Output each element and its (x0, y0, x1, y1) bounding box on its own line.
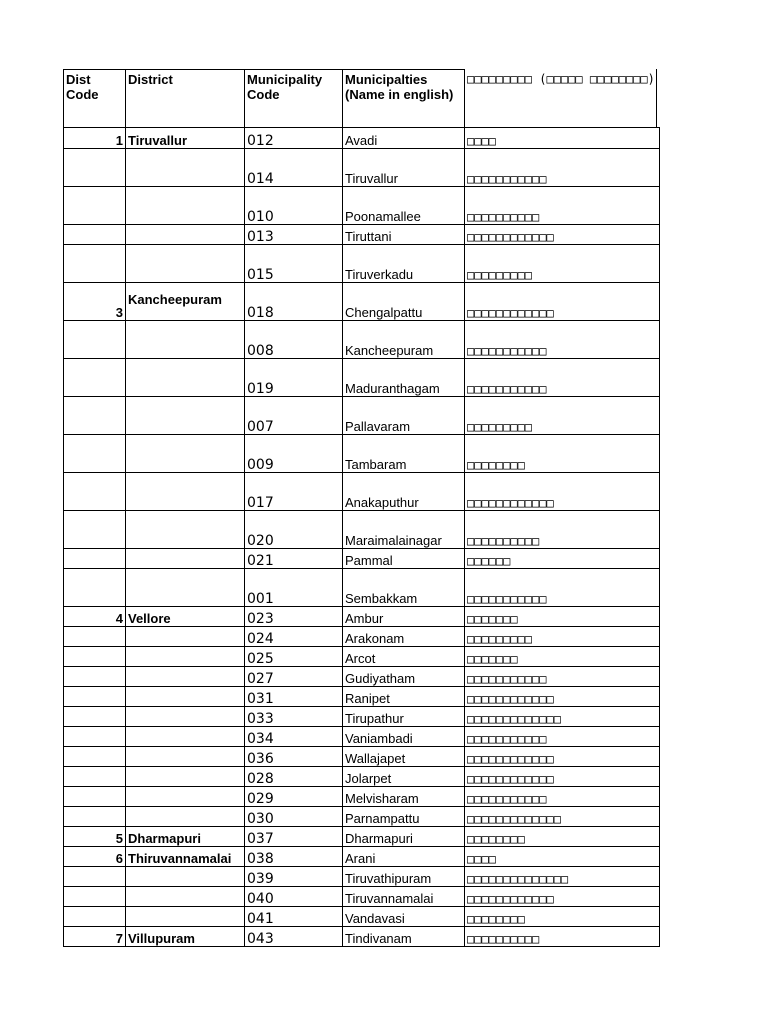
district-cell: Dharmapuri (126, 827, 245, 847)
district-cell (126, 867, 245, 887)
table-row (64, 473, 660, 511)
table-row (64, 927, 660, 947)
municipality-name-cell: Kancheepuram (343, 321, 465, 359)
tamil-name-cell: □□□□□□□□□□ (465, 511, 660, 549)
municipality-code-cell: 039 (245, 867, 343, 887)
municipality-code-cell: 037 (245, 827, 343, 847)
district-cell (126, 569, 245, 607)
table-row (64, 511, 660, 549)
table-row (64, 787, 660, 807)
municipality-code-cell: 010 (245, 187, 343, 225)
header-row (64, 70, 660, 128)
table-row (64, 707, 660, 727)
dist-code-cell (64, 807, 126, 827)
district-cell (126, 647, 245, 667)
municipality-name-cell: Parnampattu (343, 807, 465, 827)
district-cell (126, 511, 245, 549)
municipality-code-cell: 012 (245, 128, 343, 149)
municipality-name-cell: Ambur (343, 607, 465, 627)
district-cell (126, 627, 245, 647)
municipality-code-cell: 041 (245, 907, 343, 927)
district-cell (126, 807, 245, 827)
municipality-name-cell: Vaniambadi (343, 727, 465, 747)
municipality-name-cell: Arani (343, 847, 465, 867)
municipality-name-cell: Tiruvallur (343, 149, 465, 187)
district-cell: Tiruvallur (126, 128, 245, 149)
district-cell (126, 707, 245, 727)
table-row (64, 627, 660, 647)
table-row (64, 687, 660, 707)
tamil-name-cell: □□□□□□□□□ (465, 397, 660, 435)
tamil-name-cell: □□□□□□□□□□□ (465, 149, 660, 187)
tamil-name-cell: □□□□□□□□□□□□ (465, 747, 660, 767)
municipality-code-cell: 019 (245, 359, 343, 397)
district-cell (126, 887, 245, 907)
district-cell (126, 359, 245, 397)
municipality-table (63, 69, 660, 947)
dist-code-cell (64, 727, 126, 747)
municipality-name-cell: Pallavaram (343, 397, 465, 435)
tamil-name-cell: □□□□ (465, 847, 660, 867)
dist-code-cell (64, 473, 126, 511)
municipality-code-cell: 030 (245, 807, 343, 827)
dist-code-cell (64, 787, 126, 807)
tamil-name-cell: □□□□□□□□ (465, 435, 660, 473)
tamil-name-cell: □□□□□□□□□□□ (465, 359, 660, 397)
tamil-name-cell: □□□□ (465, 128, 660, 149)
table-row (64, 887, 660, 907)
dist-code-cell: 7 (64, 927, 126, 947)
dist-code-cell (64, 187, 126, 225)
district-cell (126, 907, 245, 927)
header-district: District (126, 70, 245, 128)
municipality-code-cell: 013 (245, 225, 343, 245)
table-row (64, 283, 660, 321)
dist-code-cell: 4 (64, 607, 126, 627)
tamil-name-cell: □□□□□□□□□□□ (465, 321, 660, 359)
municipality-name-cell: Chengalpattu (343, 283, 465, 321)
municipality-code-cell: 036 (245, 747, 343, 767)
tamil-name-cell: □□□□□□□□□□□ (465, 727, 660, 747)
municipality-code-cell: 007 (245, 397, 343, 435)
dist-code-cell (64, 667, 126, 687)
tamil-name-cell: □□□□□□□□□□□□□ (465, 807, 660, 827)
table-row (64, 807, 660, 827)
dist-code-cell (64, 867, 126, 887)
municipality-code-cell: 038 (245, 847, 343, 867)
municipality-code-cell: 040 (245, 887, 343, 907)
dist-code-cell: 1 (64, 128, 126, 149)
municipality-name-cell: Arcot (343, 647, 465, 667)
dist-code-cell (64, 321, 126, 359)
municipality-name-cell: Arakonam (343, 627, 465, 647)
district-cell (126, 667, 245, 687)
tamil-name-cell: □□□□□□□□□ (465, 245, 660, 283)
table-row (64, 359, 660, 397)
municipality-name-cell: Tiruvannamalai (343, 887, 465, 907)
district-cell: Villupuram (126, 927, 245, 947)
dist-code-cell (64, 707, 126, 727)
district-cell (126, 225, 245, 245)
tamil-name-cell: □□□□□□□□□□□ (465, 787, 660, 807)
table-row (64, 747, 660, 767)
dist-code-cell (64, 397, 126, 435)
header-tamil: □□□□□□□□□ (□□□□□ □□□□□□□□) (465, 70, 660, 128)
tamil-name-cell: □□□□□□□□□□ (465, 927, 660, 947)
tamil-name-cell: □□□□□□□□□□□□ (465, 473, 660, 511)
municipality-code-cell: 008 (245, 321, 343, 359)
table-row (64, 607, 660, 627)
district-cell (126, 187, 245, 225)
municipality-name-cell: Jolarpet (343, 767, 465, 787)
municipality-name-cell: Pammal (343, 549, 465, 569)
table-row (64, 435, 660, 473)
municipality-name-cell: Poonamallee (343, 187, 465, 225)
municipality-code-cell: 025 (245, 647, 343, 667)
municipality-code-cell: 031 (245, 687, 343, 707)
municipality-name-cell: Tindivanam (343, 927, 465, 947)
tamil-name-cell: □□□□□□□□□□□□ (465, 687, 660, 707)
tamil-name-cell: □□□□□□□□□□□□ (465, 225, 660, 245)
dist-code-cell: 6 (64, 847, 126, 867)
municipality-name-cell: Tiruttani (343, 225, 465, 245)
table-row (64, 827, 660, 847)
table-row (64, 647, 660, 667)
dist-code-cell (64, 887, 126, 907)
municipality-code-cell: 009 (245, 435, 343, 473)
tamil-name-cell: □□□□□□□□□□□□□□ (465, 867, 660, 887)
tamil-name-cell: □□□□□□□□ (465, 827, 660, 847)
municipality-code-cell: 029 (245, 787, 343, 807)
district-cell (126, 549, 245, 569)
municipality-name-cell: Vandavasi (343, 907, 465, 927)
district-cell: Thiruvannamalai (126, 847, 245, 867)
municipality-name-cell: Maraimalainagar (343, 511, 465, 549)
municipality-code-cell: 021 (245, 549, 343, 569)
municipality-name-cell: Tirupathur (343, 707, 465, 727)
tamil-name-cell: □□□□□□□□ (465, 907, 660, 927)
dist-code-cell (64, 225, 126, 245)
municipality-code-cell: 034 (245, 727, 343, 747)
table-row (64, 397, 660, 435)
dist-code-cell (64, 149, 126, 187)
municipality-code-cell: 028 (245, 767, 343, 787)
municipality-name-cell: Avadi (343, 128, 465, 149)
district-cell (126, 397, 245, 435)
table-row (64, 847, 660, 867)
header-municipality-code: Municipality Code (245, 70, 343, 128)
table-row (64, 569, 660, 607)
municipality-code-cell: 024 (245, 627, 343, 647)
tamil-name-cell: □□□□□□□ (465, 607, 660, 627)
tamil-name-cell: □□□□□□ (465, 549, 660, 569)
header-municipalities: Municipalties (Name in english) (343, 70, 465, 128)
municipality-table-sheet (63, 69, 660, 947)
dist-code-cell (64, 549, 126, 569)
district-cell (126, 473, 245, 511)
table-row (64, 225, 660, 245)
district-cell: Vellore (126, 607, 245, 627)
municipality-code-cell: 001 (245, 569, 343, 607)
municipality-name-cell: Anakaputhur (343, 473, 465, 511)
dist-code-cell: 3 (64, 283, 126, 321)
table-row (64, 907, 660, 927)
district-cell (126, 245, 245, 283)
dist-code-cell (64, 907, 126, 927)
dist-code-cell (64, 747, 126, 767)
tamil-name-cell: □□□□□□□□□□□□ (465, 887, 660, 907)
table-row (64, 667, 660, 687)
municipality-name-cell: Dharmapuri (343, 827, 465, 847)
municipality-name-cell: Sembakkam (343, 569, 465, 607)
table-row (64, 187, 660, 225)
dist-code-cell (64, 435, 126, 473)
district-cell (126, 747, 245, 767)
dist-code-cell (64, 569, 126, 607)
district-cell (126, 149, 245, 187)
tamil-name-cell: □□□□□□□□□□ (465, 187, 660, 225)
municipality-code-cell: 018 (245, 283, 343, 321)
dist-code-cell (64, 511, 126, 549)
municipality-name-cell: Tiruvathipuram (343, 867, 465, 887)
municipality-name-cell: Gudiyatham (343, 667, 465, 687)
dist-code-cell: 5 (64, 827, 126, 847)
dist-code-cell (64, 245, 126, 283)
municipality-name-cell: Tiruverkadu (343, 245, 465, 283)
municipality-code-cell: 020 (245, 511, 343, 549)
header-divider-line (656, 69, 657, 128)
table-row (64, 549, 660, 569)
municipality-code-cell: 023 (245, 607, 343, 627)
municipality-code-cell: 015 (245, 245, 343, 283)
dist-code-cell (64, 627, 126, 647)
table-row (64, 867, 660, 887)
tamil-name-cell: □□□□□□□ (465, 647, 660, 667)
municipality-name-cell: Ranipet (343, 687, 465, 707)
table-row (64, 128, 660, 149)
tamil-name-cell: □□□□□□□□□□□ (465, 667, 660, 687)
district-cell (126, 727, 245, 747)
tamil-name-cell: □□□□□□□□□□□□□ (465, 707, 660, 727)
municipality-name-cell: Wallajapet (343, 747, 465, 767)
municipality-name-cell: Maduranthagam (343, 359, 465, 397)
municipality-code-cell: 033 (245, 707, 343, 727)
table-row (64, 727, 660, 747)
district-cell: Kancheepuram (126, 283, 245, 321)
dist-code-cell (64, 767, 126, 787)
district-cell (126, 321, 245, 359)
municipality-code-cell: 017 (245, 473, 343, 511)
table-row (64, 321, 660, 359)
header-dist-code: Dist Code (64, 70, 126, 128)
municipality-name-cell: Tambaram (343, 435, 465, 473)
municipality-code-cell: 043 (245, 927, 343, 947)
tamil-name-cell: □□□□□□□□□□□ (465, 569, 660, 607)
tamil-name-cell: □□□□□□□□□ (465, 627, 660, 647)
tamil-name-cell: □□□□□□□□□□□□ (465, 767, 660, 787)
table-row (64, 245, 660, 283)
table-row (64, 767, 660, 787)
dist-code-cell (64, 687, 126, 707)
dist-code-cell (64, 647, 126, 667)
tamil-name-cell: □□□□□□□□□□□□ (465, 283, 660, 321)
municipality-code-cell: 014 (245, 149, 343, 187)
district-cell (126, 787, 245, 807)
table-row (64, 149, 660, 187)
district-cell (126, 687, 245, 707)
municipality-code-cell: 027 (245, 667, 343, 687)
district-cell (126, 435, 245, 473)
district-cell (126, 767, 245, 787)
municipality-name-cell: Melvisharam (343, 787, 465, 807)
dist-code-cell (64, 359, 126, 397)
